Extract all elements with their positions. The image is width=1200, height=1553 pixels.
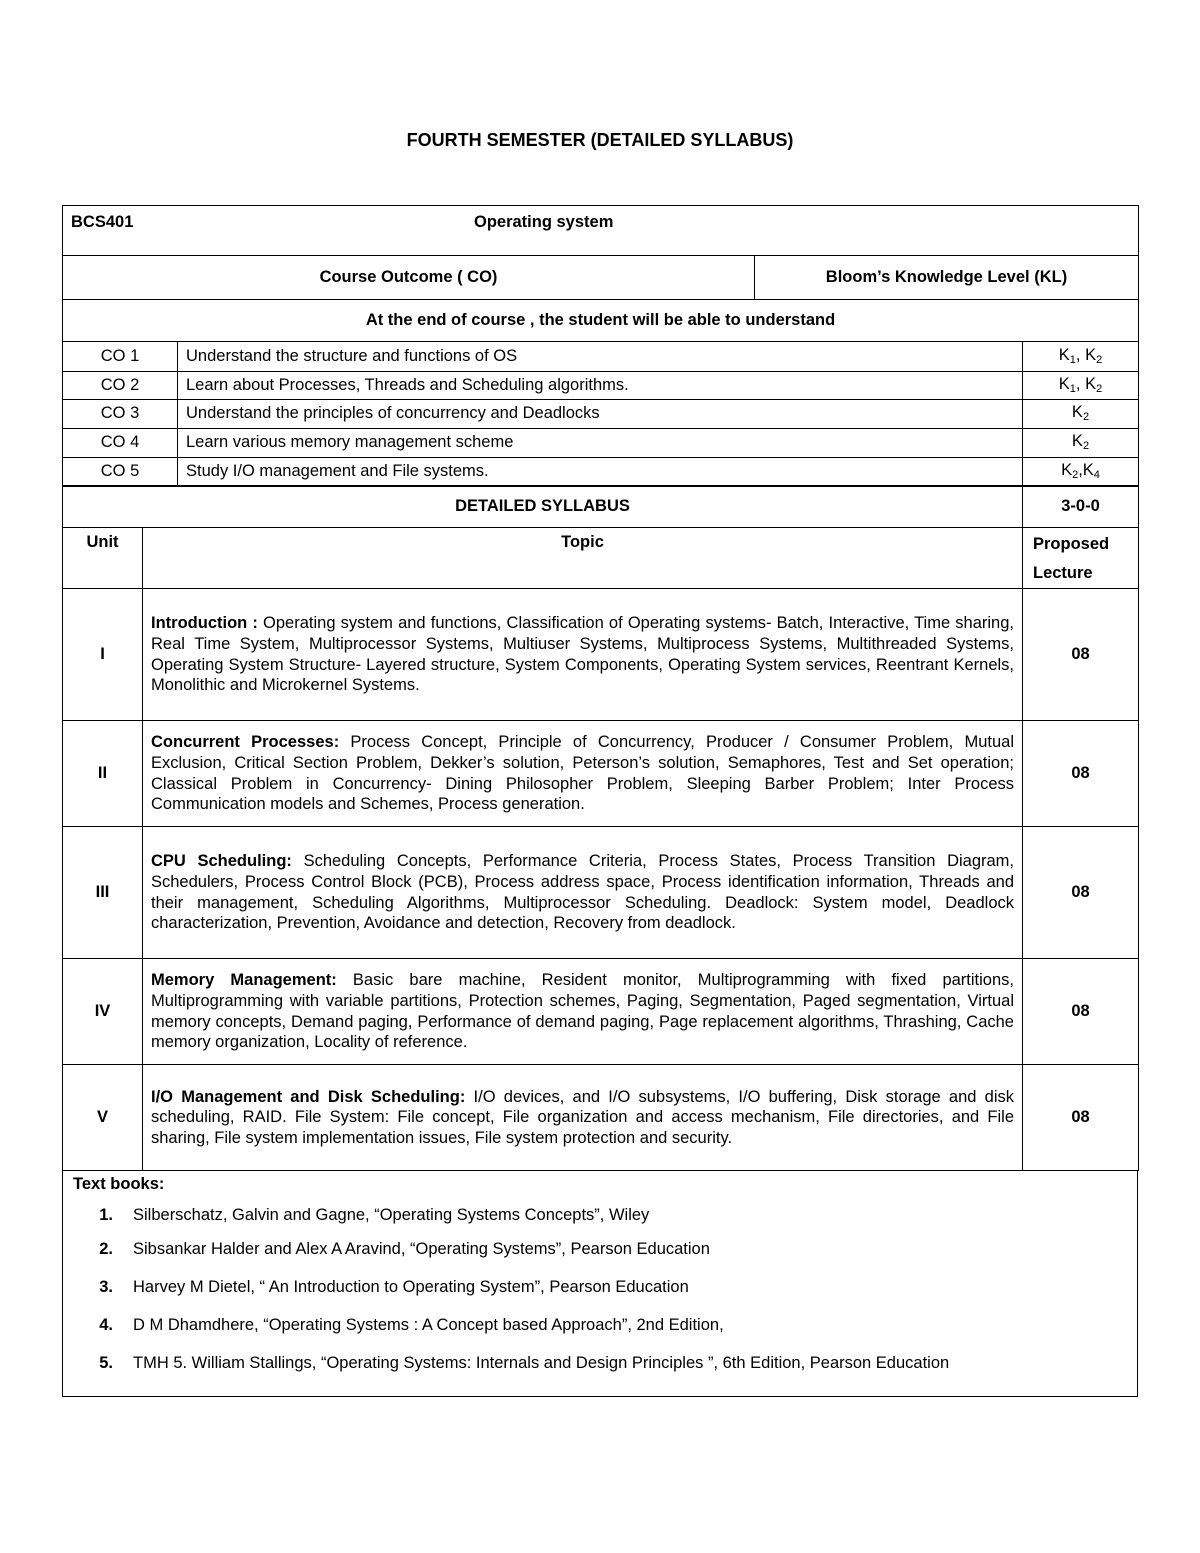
textbook-text: Sibsankar Halder and Alex A Aravind, “Operating Systems”, Pearson Education	[133, 1239, 710, 1258]
textbook-text: TMH 5. William Stallings, “Operating Systems: Internals and Design Principles ”, 6th Edition, Pearson Education	[133, 1353, 950, 1372]
unit-number: II	[63, 721, 143, 827]
co-code: CO 5	[63, 457, 178, 486]
textbook-number: 1.	[99, 1205, 113, 1224]
unit-lectures: 08	[1023, 1065, 1139, 1171]
co-row	[63, 399, 1139, 428]
course-outcome-table	[62, 205, 1139, 342]
unit-number: III	[63, 827, 143, 959]
unit-lectures: 08	[1023, 959, 1139, 1065]
unit-row	[63, 589, 1139, 721]
unit-topic-heading: I/O Management and Disk Scheduling:	[151, 1087, 466, 1106]
textbook-item	[73, 1230, 1127, 1268]
unit-topic-body: I/O devices, and I/O subsystems, I/O buffering, Disk storage and disk scheduling, RAID. File System: File concept, File organization and access mechanism, File directories, and File sharing, File system implementation issues, File system protection and security.	[151, 1087, 1014, 1147]
textbook-number: 5.	[99, 1353, 113, 1372]
unit-topic	[143, 589, 1023, 721]
textbook-text: Harvey M Dietel, “ An Introduction to Operating System”, Pearson Education	[133, 1277, 689, 1296]
syllabus-table	[62, 485, 1139, 1171]
page-title: FOURTH SEMESTER (DETAILED SYLLABUS)	[406, 130, 794, 150]
unit-lectures: 08	[1023, 721, 1139, 827]
syllabus-document	[62, 205, 1138, 1397]
unit-header-unit: Unit	[63, 528, 143, 589]
co-header-bloom: Bloom’s Knowledge Level (KL)	[755, 256, 1139, 300]
intro-row	[63, 300, 1139, 342]
textbook-number: 4.	[99, 1315, 113, 1334]
co-text: Learn various memory management scheme	[178, 428, 1023, 457]
co-kl: $K_2$	[1023, 399, 1139, 428]
textbook-item	[73, 1306, 1127, 1344]
unit-topic	[143, 721, 1023, 827]
course-code: BCS401	[71, 213, 134, 231]
co-header-row	[63, 256, 1139, 300]
co-text: Study I/O management and File systems.	[178, 457, 1023, 486]
co-text: Learn about Processes, Threads and Scheduling algorithms.	[178, 371, 1023, 399]
unit-topic	[143, 1065, 1023, 1171]
course-name: Operating system	[474, 213, 614, 231]
intro-text: At the end of course , the student will be able to understand	[63, 300, 1139, 342]
co-row	[63, 341, 1139, 371]
co-header-outcome: Course Outcome ( CO)	[63, 256, 755, 300]
course-header-row	[63, 206, 1139, 256]
textbook-item	[73, 1344, 1127, 1382]
co-kl: $K_2,K_4$	[1023, 457, 1139, 486]
unit-topic-body: Basic bare machine, Resident monitor, Multiprogramming with fixed partitions, Multiprogramming with variable partitions, Protection schemes, Paging, Segmentation, Paged segmentation, Virtual memory concepts, Demand paging, Performance of demand paging, Page replacement algorithms, Thrashing, Cache memory organization, Locality of reference.	[151, 971, 1014, 1052]
textbook-text: Silberschatz, Galvin and Gagne, “Operating Systems Concepts”, Wiley	[133, 1205, 650, 1224]
textbook-text: D M Dhamdhere, “Operating Systems : A Concept based Approach”, 2nd Edition,	[133, 1315, 724, 1334]
syllabus-ltp: 3-0-0	[1023, 486, 1139, 528]
co-text: Understand the structure and functions of OS	[178, 341, 1023, 371]
unit-header-lecture: Proposed Lecture	[1023, 528, 1139, 589]
unit-topic-body: Operating system and functions, Classification of Operating systems- Batch, Interactive, Time sharing, Real Time System, Multiprocessor Systems, Multiuser Systems, Multiprocess Systems, Multithreaded Systems, Operating System Structure- Layered structure, System Components, Operating System services, Reentrant Kernels, Monolithic and Microkernel Systems.	[151, 614, 1014, 695]
textbooks-heading: Text books:	[73, 1175, 165, 1193]
co-text: Understand the principles of concurrency and Deadlocks	[178, 399, 1023, 428]
textbooks-section	[62, 1171, 1138, 1397]
co-code: CO 1	[63, 341, 178, 371]
co-row	[63, 457, 1139, 486]
unit-row	[63, 1065, 1139, 1171]
textbooks-list	[73, 1200, 1127, 1382]
co-code: CO 3	[63, 399, 178, 428]
textbook-number: 3.	[99, 1277, 113, 1296]
unit-lectures: 08	[1023, 827, 1139, 959]
unit-topic-heading: Introduction :	[151, 614, 258, 633]
unit-lectures: 08	[1023, 589, 1139, 721]
unit-row	[63, 721, 1139, 827]
unit-header-row	[63, 528, 1139, 589]
unit-topic	[143, 959, 1023, 1065]
co-list-table	[62, 341, 1139, 487]
textbook-item	[73, 1200, 1127, 1230]
unit-topic-body: Process Concept, Principle of Concurrency, Producer / Consumer Problem, Mutual Exclusion, Critical Section Problem, Dekker’s solution, Peterson’s solution, Semaphores, Test and Set operation; Classical Problem in Concurrency- Dining Philosopher Problem, Sleeping Barber Problem; Inter Process Communication models and Schemes, Process generation.	[151, 733, 1014, 814]
unit-topic-heading: Memory Management:	[151, 971, 337, 990]
co-kl: $K_1$, $K_2$	[1023, 371, 1139, 399]
unit-row	[63, 827, 1139, 959]
unit-topic	[143, 827, 1023, 959]
unit-topic-body: Scheduling Concepts, Performance Criteria, Process States, Process Transition Diagram, Schedulers, Process Control Block (PCB), Process address space, Process identification information, Threads and their management, Scheduling Algorithms, Multiprocessor Scheduling. Deadlock: System model, Deadlock characterization, Prevention, Avoidance and detection, Recovery from deadlock.	[151, 852, 1014, 933]
co-row	[63, 371, 1139, 399]
co-kl: $K_2$	[1023, 428, 1139, 457]
unit-number: V	[63, 1065, 143, 1171]
syllabus-header-row	[63, 486, 1139, 528]
unit-number: I	[63, 589, 143, 721]
unit-topic-heading: CPU Scheduling:	[151, 852, 292, 871]
unit-topic-heading: Concurrent Processes:	[151, 733, 340, 752]
unit-row	[63, 959, 1139, 1065]
unit-number: IV	[63, 959, 143, 1065]
textbook-item	[73, 1268, 1127, 1306]
syllabus-title: DETAILED SYLLABUS	[63, 486, 1023, 528]
co-code: CO 4	[63, 428, 178, 457]
co-kl: $K_1$, $K_2$	[1023, 341, 1139, 371]
textbook-number: 2.	[99, 1239, 113, 1258]
co-row	[63, 428, 1139, 457]
unit-header-topic: Topic	[143, 528, 1023, 589]
co-code: CO 2	[63, 371, 178, 399]
